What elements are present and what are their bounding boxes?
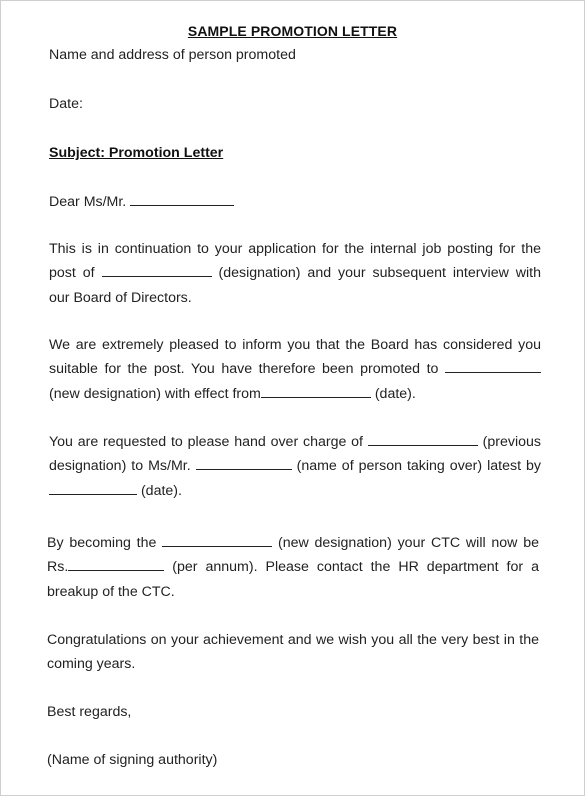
page-title: SAMPLE PROMOTION LETTER [187,23,398,39]
para2-text-2: (new designation) with effect from [49,385,261,402]
effective-date-blank [261,385,371,398]
previous-designation-blank [368,433,478,446]
para4-text-1: By becoming the [47,535,157,551]
para4-text-2: (new designation) your CTC will now be Rs. [47,535,539,576]
paragraph-promotion [49,333,541,406]
successor-name-blank [196,457,292,470]
salutation [49,193,234,210]
handover-date-blank [49,482,137,495]
para3-text-1: You are requested to please hand over charge of [49,434,363,450]
para4-text-3: (per annum). Please contact the HR department for a breakup of the CTC. [47,559,539,600]
paragraph-continuation [49,237,541,310]
address-line: Name and address of person promoted [49,47,296,63]
para3-text-2: (previous designation) to Ms/Mr. [49,434,541,475]
para1-text-1: This is in continuation to your application for the internal job posting for the post of [49,241,541,282]
date-label: Date: [49,96,83,112]
para3-text-4: (date). [140,482,182,499]
ctc-amount-blank [68,558,164,571]
ctc-designation-blank [162,534,272,547]
subject-line: Subject: Promotion Letter [49,145,224,161]
new-designation-blank [445,360,541,373]
para2-text-1: We are extremely pleased to inform you that the Board has considered you suitable for the post. You have therefore been promoted to [49,337,541,378]
paragraph-handover [49,430,541,503]
closing: Best regards, [47,704,132,720]
designation-blank [102,264,212,277]
recipient-name-blank [130,193,234,206]
paragraph-congratulations: Congratulations on your achievement and we wish you all the very best in the coming years. [47,632,539,673]
paragraph-ctc [47,531,539,604]
para2-text-3: (date). [374,385,416,402]
salutation-text: Dear Ms/Mr. [49,194,127,210]
signature-line: (Name of signing authority) [47,752,218,768]
para3-text-3: (name of person taking over) latest by [296,458,541,475]
para1-text-2: (designation) and your subsequent interview with our Board of Directors. [49,265,541,306]
